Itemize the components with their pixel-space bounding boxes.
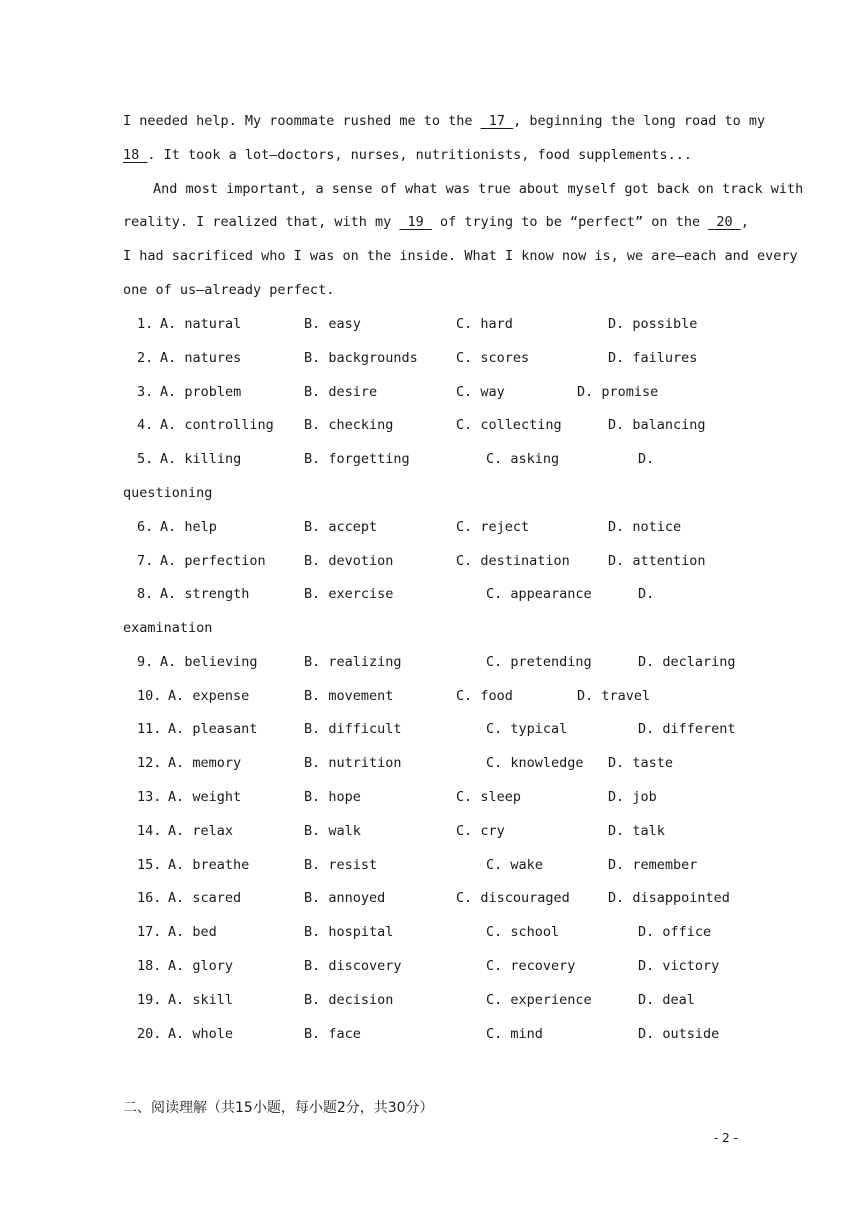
option-a: A. glory — [168, 958, 234, 974]
option-c: C. recovery — [486, 958, 576, 974]
option-c: C. pretending — [486, 654, 592, 670]
page-number: - 2 - — [714, 1131, 738, 1145]
passage-line-3: And most important, a sense of what was true about myself got back on track with — [153, 181, 804, 197]
option-a: A. skill — [168, 992, 234, 1008]
option-b: B. accept — [304, 519, 378, 535]
blank-19: 19 — [399, 214, 432, 230]
question-number: 15. — [137, 857, 162, 873]
option-d: D. victory — [638, 958, 720, 974]
option-b: B. desire — [304, 384, 378, 400]
question-number: 6. — [137, 519, 154, 535]
option-a: A. breathe — [168, 857, 250, 873]
question-number: 19. — [137, 992, 162, 1008]
option-c: C. hard — [456, 316, 513, 332]
passage-text: I needed help. My roommate rushed me to the — [123, 113, 481, 129]
option-d: D. failures — [608, 350, 698, 366]
question-number: 10. — [137, 688, 162, 704]
passage-line-1 — [123, 115, 765, 129]
option-b: B. forgetting — [304, 451, 410, 467]
passage-line-6: one of us—already perfect. — [123, 282, 335, 298]
option-a: A. weight — [168, 789, 242, 805]
option-d: D. disappointed — [608, 890, 730, 906]
option-d: D. notice — [608, 519, 682, 535]
option-a: A. whole — [168, 1026, 234, 1042]
option-a: A. perfection — [160, 553, 266, 569]
question-number: 12. — [137, 755, 162, 771]
option-b: B. annoyed — [304, 890, 386, 906]
option-b: B. devotion — [304, 553, 394, 569]
question-number: 13. — [137, 789, 162, 805]
option-d: D. balancing — [608, 417, 706, 433]
option-b: B. hospital — [304, 924, 394, 940]
passage-text: , — [740, 214, 749, 230]
option-b: B. checking — [304, 417, 394, 433]
option-d-wrapped: questioning — [123, 485, 213, 501]
option-c: C. destination — [456, 553, 570, 569]
option-c: C. way — [456, 384, 505, 400]
question-number: 4. — [137, 417, 154, 433]
question-number: 7. — [137, 553, 154, 569]
option-b: B. discovery — [304, 958, 402, 974]
option-c: C. food — [456, 688, 513, 704]
option-d: D. possible — [608, 316, 698, 332]
option-a: A. bed — [168, 924, 217, 940]
blank-18: 18 — [123, 147, 148, 163]
question-number: 5. — [137, 451, 154, 467]
option-c: C. appearance — [486, 586, 592, 602]
option-c: C. mind — [486, 1026, 543, 1042]
option-c: C. scores — [456, 350, 530, 366]
option-b: B. walk — [304, 823, 361, 839]
blank-20: 20 — [708, 214, 741, 230]
question-number: 9. — [137, 654, 154, 670]
option-d: D. attention — [608, 553, 706, 569]
option-c: C. knowledge — [486, 755, 584, 771]
option-c: C. wake — [486, 857, 543, 873]
passage-line-2 — [123, 149, 692, 163]
option-d: D. travel — [577, 688, 651, 704]
question-number: 1. — [137, 316, 154, 332]
blank-17: 17 — [480, 113, 514, 129]
option-a: A. believing — [160, 654, 258, 670]
option-a: A. expense — [168, 688, 250, 704]
passage-text: . It took a lot—doctors, nurses, nutritionists, food supplements... — [147, 147, 692, 163]
option-a: A. pleasant — [168, 721, 258, 737]
option-c: C. school — [486, 924, 560, 940]
option-b: B. nutrition — [304, 755, 402, 771]
question-number: 2. — [137, 350, 154, 366]
option-b: B. backgrounds — [304, 350, 418, 366]
option-a: A. help — [160, 519, 217, 535]
option-d: D. different — [638, 721, 736, 737]
option-d: D. — [638, 586, 655, 602]
option-b: B. hope — [304, 789, 361, 805]
option-b: B. easy — [304, 316, 361, 332]
question-number: 20. — [137, 1026, 162, 1042]
option-d-wrapped: examination — [123, 620, 213, 636]
question-number: 3. — [137, 384, 154, 400]
option-a: A. controlling — [160, 417, 274, 433]
question-number: 11. — [137, 721, 162, 737]
option-a: A. memory — [168, 755, 242, 771]
option-c: C. experience — [486, 992, 592, 1008]
option-b: B. realizing — [304, 654, 402, 670]
option-a: A. scared — [168, 890, 242, 906]
option-d: D. taste — [608, 755, 674, 771]
option-d: D. — [638, 451, 655, 467]
option-c: C. reject — [456, 519, 530, 535]
question-number: 17. — [137, 924, 162, 940]
option-c: C. collecting — [456, 417, 562, 433]
option-c: C. sleep — [456, 789, 522, 805]
option-c: C. typical — [486, 721, 568, 737]
question-number: 18. — [137, 958, 162, 974]
option-b: B. decision — [304, 992, 394, 1008]
option-d: D. declaring — [638, 654, 736, 670]
option-d: D. office — [638, 924, 712, 940]
question-number: 8. — [137, 586, 154, 602]
option-a: A. natural — [160, 316, 242, 332]
question-number: 14. — [137, 823, 162, 839]
option-d: D. promise — [577, 384, 659, 400]
section-heading: 二、阅读理解（共15小题，每小题2分，共30分） — [123, 1100, 434, 1116]
option-b: B. resist — [304, 857, 378, 873]
passage-line-4 — [123, 216, 749, 230]
option-a: A. natures — [160, 350, 242, 366]
option-b: B. face — [304, 1026, 361, 1042]
option-a: A. killing — [160, 451, 242, 467]
option-d: D. deal — [638, 992, 695, 1008]
option-d: D. outside — [638, 1026, 720, 1042]
option-a: A. strength — [160, 586, 250, 602]
option-c: C. asking — [486, 451, 560, 467]
option-b: B. exercise — [304, 586, 394, 602]
option-c: C. cry — [456, 823, 505, 839]
option-d: D. job — [608, 789, 657, 805]
question-number: 16. — [137, 890, 162, 906]
option-a: A. problem — [160, 384, 242, 400]
option-d: D. remember — [608, 857, 698, 873]
option-c: C. discouraged — [456, 890, 570, 906]
option-b: B. difficult — [304, 721, 402, 737]
passage-text: reality. I realized that, with my — [123, 214, 400, 230]
passage-line-5: I had sacrificed who I was on the inside. What I know now is, we are—each and every — [123, 248, 798, 264]
option-d: D. talk — [608, 823, 665, 839]
option-a: A. relax — [168, 823, 234, 839]
passage-text: , beginning the long road to my — [513, 113, 766, 129]
option-b: B. movement — [304, 688, 394, 704]
passage-text: of trying to be “perfect” on the — [431, 214, 709, 230]
